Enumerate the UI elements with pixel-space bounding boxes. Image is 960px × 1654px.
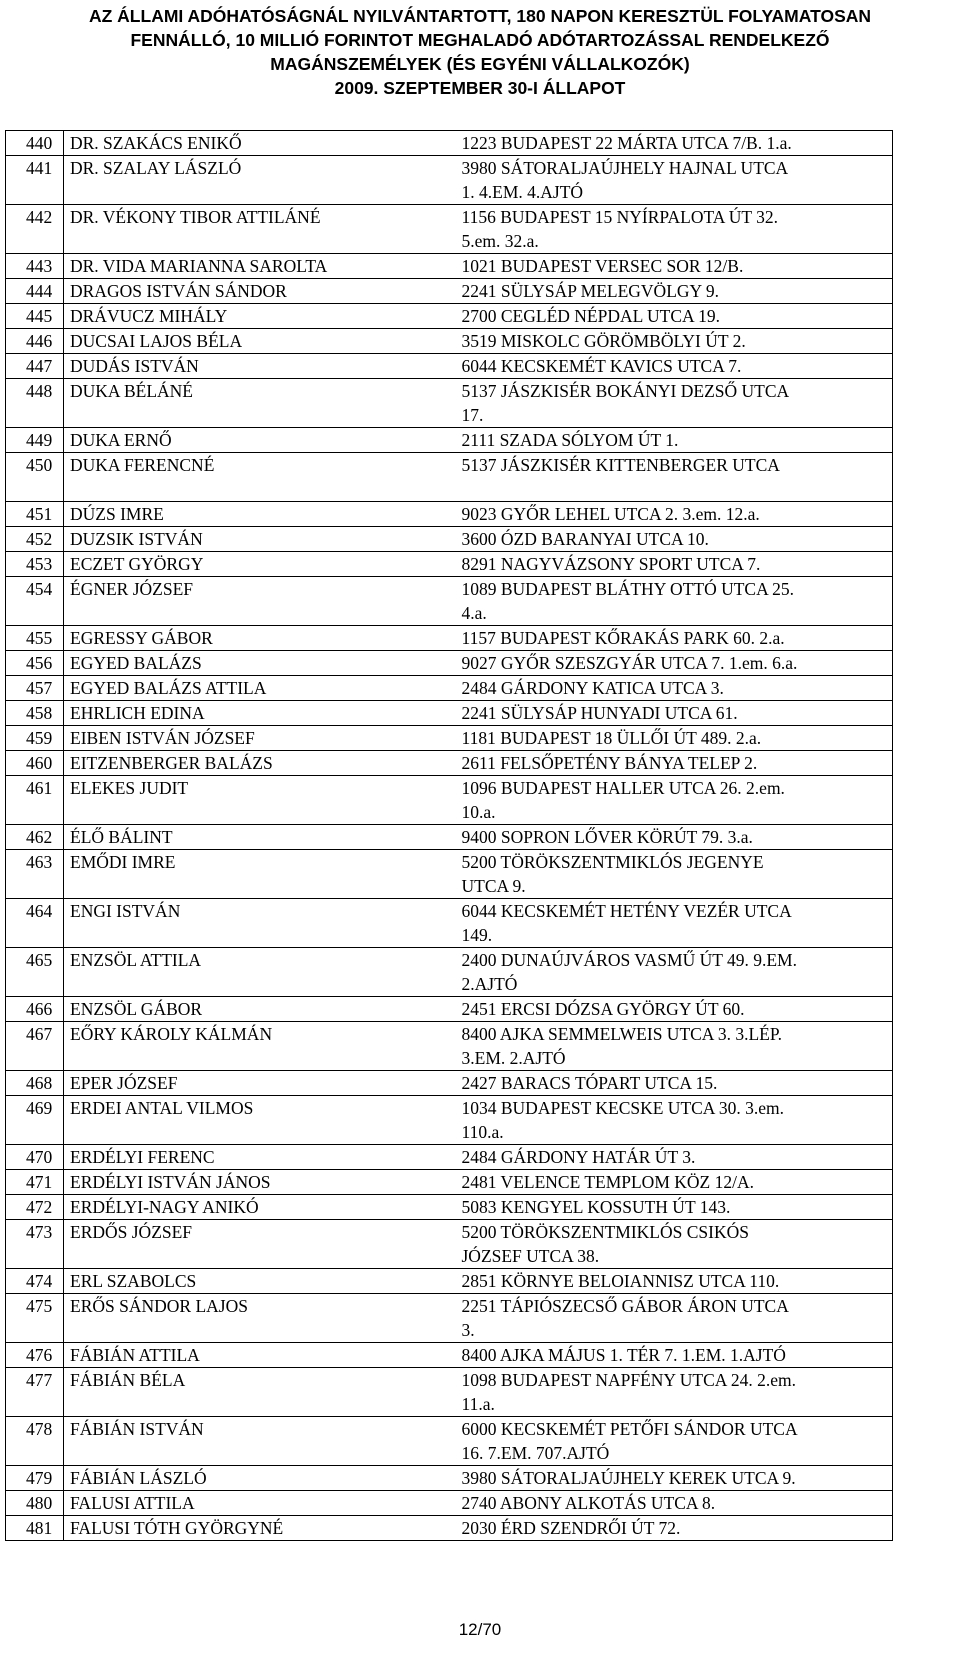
taxpayer-address: [456, 1071, 893, 1096]
row-number: 480: [6, 1491, 64, 1516]
row-number: 473: [6, 1220, 64, 1269]
row-number: 442: [6, 205, 64, 254]
address-line: 2400 DUNAÚJVÁROS VASMŰ ÚT 49. 9.EM.: [461, 950, 797, 970]
address-line: 2700 CEGLÉD NÉPDAL UTCA 19.: [461, 306, 720, 326]
address-line: UTCA 9.: [461, 876, 526, 896]
table-row: [6, 254, 893, 279]
address-line: 2251 TÁPIÓSZECSŐ GÁBOR ÁRON UTCA: [461, 1296, 789, 1316]
taxpayer-address: [456, 626, 893, 651]
address-line: 2030 ÉRD SZENDRŐI ÚT 72.: [461, 1518, 681, 1538]
taxpayer-address: [456, 651, 893, 676]
address-line: [462, 477, 887, 501]
taxpayer-name: ENZSÖL GÁBOR: [64, 997, 456, 1022]
taxpayer-name: DUKA ERNŐ: [64, 428, 456, 453]
row-number: 462: [6, 825, 64, 850]
table-row: [6, 726, 893, 751]
address-line: 2241 SÜLYSÁP MELEGVÖLGY 9.: [461, 281, 720, 301]
taxpayer-name: ERL SZABOLCS: [64, 1269, 456, 1294]
taxpayer-name: DUKA FERENCNÉ: [64, 453, 456, 502]
address-line: 6044 KECSKEMÉT KAVICS UTCA 7.: [461, 356, 742, 376]
page-number: 12/70: [458, 1620, 502, 1639]
table-row: [6, 1220, 893, 1269]
row-number: 461: [6, 776, 64, 825]
table-row: [6, 1269, 893, 1294]
taxpayer-name: EMŐDI IMRE: [64, 850, 456, 899]
taxpayer-name: DRÁVUCZ MIHÁLY: [64, 304, 456, 329]
header-line: 2009. SZEPTEMBER 30-I ÁLLAPOT: [334, 78, 626, 98]
row-number: 477: [6, 1368, 64, 1417]
taxpayer-name: DUCSAI LAJOS BÉLA: [64, 329, 456, 354]
document-header: [0, 4, 960, 100]
taxpayer-name: ÉGNER JÓZSEF: [64, 577, 456, 626]
taxpayer-address: [456, 751, 893, 776]
address-line: 2241 SÜLYSÁP HUNYADI UTCA 61.: [461, 703, 738, 723]
taxpayer-name: EIBEN ISTVÁN JÓZSEF: [64, 726, 456, 751]
table-row: [6, 453, 893, 502]
taxpayer-address: [456, 1491, 893, 1516]
row-number: 448: [6, 379, 64, 428]
address-line: 1156 BUDAPEST 15 NYÍRPALOTA ÚT 32.: [461, 207, 779, 227]
row-number: 454: [6, 577, 64, 626]
table-row: [6, 577, 893, 626]
row-number: 465: [6, 948, 64, 997]
taxpayer-address: [456, 131, 893, 156]
taxpayer-name: FALUSI TÓTH GYÖRGYNÉ: [64, 1516, 456, 1541]
taxpayer-name: ELEKES JUDIT: [64, 776, 456, 825]
taxpayer-name: ERDÉLYI-NAGY ANIKÓ: [64, 1195, 456, 1220]
row-number: 447: [6, 354, 64, 379]
taxpayer-name: ERŐS SÁNDOR LAJOS: [64, 1294, 456, 1343]
row-number: 458: [6, 701, 64, 726]
taxpayer-name: EHRLICH EDINA: [64, 701, 456, 726]
table-row: [6, 825, 893, 850]
table-row: [6, 1145, 893, 1170]
taxpayer-name: ECZET GYÖRGY: [64, 552, 456, 577]
table-row: [6, 1466, 893, 1491]
taxpayer-name: FÁBIÁN ATTILA: [64, 1343, 456, 1368]
address-line: 5200 TÖRÖKSZENTMIKLÓS JEGENYE: [461, 852, 764, 872]
table-row: [6, 651, 893, 676]
address-line: 3.: [461, 1320, 475, 1340]
taxpayer-name: ENZSÖL ATTILA: [64, 948, 456, 997]
row-number: 469: [6, 1096, 64, 1145]
table-row: [6, 701, 893, 726]
table-row: [6, 1343, 893, 1368]
taxpayer-name: ERDŐS JÓZSEF: [64, 1220, 456, 1269]
address-line: 6000 KECSKEMÉT PETŐFI SÁNDOR UTCA: [461, 1419, 798, 1439]
address-line: 10.a.: [461, 802, 496, 822]
taxpayer-name: DR. VIDA MARIANNA SAROLTA: [64, 254, 456, 279]
taxpayer-address: [456, 1343, 893, 1368]
taxpayer-name: ENGI ISTVÁN: [64, 899, 456, 948]
header-line: AZ ÁLLAMI ADÓHATÓSÁGNÁL NYILVÁNTARTOTT, 180 NAPON KERESZTÜL FOLYAMATOSAN: [88, 6, 872, 26]
address-line: 110.a.: [461, 1122, 504, 1142]
address-line: 4.a.: [461, 603, 487, 623]
taxpayer-address: [456, 527, 893, 552]
row-number: 450: [6, 453, 64, 502]
address-line: 5083 KENGYEL KOSSUTH ÚT 143.: [461, 1197, 731, 1217]
taxpayer-address: [456, 354, 893, 379]
taxpayer-name: FÁBIÁN LÁSZLÓ: [64, 1466, 456, 1491]
row-number: 443: [6, 254, 64, 279]
taxpayer-address: [456, 701, 893, 726]
table-row: [6, 552, 893, 577]
taxpayer-name: EITZENBERGER BALÁZS: [64, 751, 456, 776]
row-number: 445: [6, 304, 64, 329]
table-row: [6, 899, 893, 948]
row-number: 467: [6, 1022, 64, 1071]
address-line: 1089 BUDAPEST BLÁTHY OTTÓ UTCA 25.: [461, 579, 795, 599]
address-line: 5.em. 32.a.: [461, 231, 539, 251]
taxpayer-address: [456, 552, 893, 577]
taxpayer-address: [456, 726, 893, 751]
taxpayer-table-body: [6, 131, 893, 1541]
taxpayer-name: ÉLŐ BÁLINT: [64, 825, 456, 850]
taxpayer-address: [456, 279, 893, 304]
taxpayer-name: EGYED BALÁZS: [64, 651, 456, 676]
taxpayer-name: DUKA BÉLÁNÉ: [64, 379, 456, 428]
taxpayer-address: [456, 329, 893, 354]
table-row: [6, 1071, 893, 1096]
taxpayer-name: DÚZS IMRE: [64, 502, 456, 527]
taxpayer-address: [456, 1516, 893, 1541]
row-number: 475: [6, 1294, 64, 1343]
row-number: 478: [6, 1417, 64, 1466]
taxpayer-address: [456, 254, 893, 279]
table-row: [6, 502, 893, 527]
taxpayer-address: [456, 1269, 893, 1294]
address-line: 1. 4.EM. 4.AJTÓ: [461, 182, 584, 202]
taxpayer-name: FALUSI ATTILA: [64, 1491, 456, 1516]
taxpayer-address: [456, 502, 893, 527]
row-number: 457: [6, 676, 64, 701]
address-line: 1157 BUDAPEST KŐRAKÁS PARK 60. 2.a.: [461, 628, 785, 648]
address-line: 17.: [461, 405, 484, 425]
row-number: 451: [6, 502, 64, 527]
address-line: 8400 AJKA MÁJUS 1. TÉR 7. 1.EM. 1.AJTÓ: [461, 1345, 786, 1365]
row-number: 446: [6, 329, 64, 354]
taxpayer-address: [456, 850, 893, 899]
taxpayer-name: DRAGOS ISTVÁN SÁNDOR: [64, 279, 456, 304]
taxpayer-address: [456, 899, 893, 948]
address-line: 149.: [461, 925, 493, 945]
taxpayer-address: [456, 1195, 893, 1220]
address-line: 1096 BUDAPEST HALLER UTCA 26. 2.em.: [461, 778, 785, 798]
row-number: 479: [6, 1466, 64, 1491]
table-row: [6, 1195, 893, 1220]
row-number: 444: [6, 279, 64, 304]
row-number: 452: [6, 527, 64, 552]
row-number: 468: [6, 1071, 64, 1096]
address-line: 3980 SÁTORALJAÚJHELY HAJNAL UTCA: [461, 158, 789, 178]
address-line: 8291 NAGYVÁZSONY SPORT UTCA 7.: [461, 554, 761, 574]
taxpayer-table: [5, 130, 893, 1541]
address-line: 8400 AJKA SEMMELWEIS UTCA 3. 3.LÉP.: [461, 1024, 783, 1044]
row-number: 453: [6, 552, 64, 577]
table-row: [6, 329, 893, 354]
table-row: [6, 1417, 893, 1466]
taxpayer-address: [456, 1294, 893, 1343]
header-line: MAGÁNSZEMÉLYEK (ÉS EGYÉNI VÁLLALKOZÓK): [270, 54, 690, 74]
address-line: 9400 SOPRON LŐVER KÖRÚT 79. 3.a.: [461, 827, 753, 847]
row-number: 463: [6, 850, 64, 899]
table-row: [6, 304, 893, 329]
taxpayer-address: [456, 577, 893, 626]
address-line: 2111 SZADA SÓLYOM ÚT 1.: [461, 430, 679, 450]
row-number: 476: [6, 1343, 64, 1368]
table-row: [6, 1368, 893, 1417]
taxpayer-address: [456, 205, 893, 254]
taxpayer-name: ERDÉLYI ISTVÁN JÁNOS: [64, 1170, 456, 1195]
taxpayer-name: EGRESSY GÁBOR: [64, 626, 456, 651]
taxpayer-address: [456, 304, 893, 329]
taxpayer-address: [456, 1368, 893, 1417]
row-number: 470: [6, 1145, 64, 1170]
taxpayer-name: FÁBIÁN BÉLA: [64, 1368, 456, 1417]
row-number: 466: [6, 997, 64, 1022]
taxpayer-address: [456, 1022, 893, 1071]
table-row: [6, 354, 893, 379]
taxpayer-address: [456, 676, 893, 701]
table-row: [6, 1516, 893, 1541]
taxpayer-name: DR. SZAKÁCS ENIKŐ: [64, 131, 456, 156]
header-line: FENNÁLLÓ, 10 MILLIÓ FORINTOT MEGHALADÓ ADÓTARTOZÁSSAL RENDELKEZŐ: [130, 30, 830, 50]
row-number: 472: [6, 1195, 64, 1220]
address-line: 6044 KECSKEMÉT HETÉNY VEZÉR UTCA: [461, 901, 792, 921]
table-row: [6, 131, 893, 156]
taxpayer-address: [456, 453, 893, 502]
table-row: [6, 527, 893, 552]
taxpayer-name: EPER JÓZSEF: [64, 1071, 456, 1096]
address-line: 1223 BUDAPEST 22 MÁRTA UTCA 7/B. 1.a.: [461, 133, 792, 153]
table-row: [6, 948, 893, 997]
taxpayer-name: EGYED BALÁZS ATTILA: [64, 676, 456, 701]
taxpayer-address: [456, 1417, 893, 1466]
address-line: 3600 ÓZD BARANYAI UTCA 10.: [461, 529, 709, 549]
taxpayer-address: [456, 825, 893, 850]
address-line: 3980 SÁTORALJAÚJHELY KEREK UTCA 9.: [461, 1468, 796, 1488]
table-row: [6, 279, 893, 304]
row-number: 474: [6, 1269, 64, 1294]
address-line: 2451 ERCSI DÓZSA GYÖRGY ÚT 60.: [461, 999, 745, 1019]
table-row: [6, 1170, 893, 1195]
address-line: 9023 GYŐR LEHEL UTCA 2. 3.em. 12.a.: [461, 504, 760, 524]
taxpayer-address: [456, 1096, 893, 1145]
taxpayer-address: [456, 997, 893, 1022]
row-number: 449: [6, 428, 64, 453]
address-line: 3.EM. 2.AJTÓ: [461, 1048, 566, 1068]
address-line: 1181 BUDAPEST 18 ÜLLŐI ÚT 489. 2.a.: [461, 728, 762, 748]
row-number: 464: [6, 899, 64, 948]
address-line: 1021 BUDAPEST VERSEC SOR 12/B.: [461, 256, 744, 276]
table-row: [6, 997, 893, 1022]
table-row: [6, 776, 893, 825]
taxpayer-address: [456, 156, 893, 205]
row-number: 441: [6, 156, 64, 205]
taxpayer-name: DR. VÉKONY TIBOR ATTILÁNÉ: [64, 205, 456, 254]
taxpayer-address: [456, 428, 893, 453]
taxpayer-name: ERDÉLYI FERENC: [64, 1145, 456, 1170]
row-number: 440: [6, 131, 64, 156]
taxpayer-address: [456, 379, 893, 428]
table-row: [6, 428, 893, 453]
row-number: 481: [6, 1516, 64, 1541]
row-number: 455: [6, 626, 64, 651]
row-number: 459: [6, 726, 64, 751]
table-row: [6, 1491, 893, 1516]
address-line: 1034 BUDAPEST KECSKE UTCA 30. 3.em.: [461, 1098, 784, 1118]
address-line: 2.AJTÓ: [461, 974, 518, 994]
address-line: JÓZSEF UTCA 38.: [461, 1246, 600, 1266]
table-row: [6, 1022, 893, 1071]
row-number: 460: [6, 751, 64, 776]
table-row: [6, 205, 893, 254]
taxpayer-address: [456, 1170, 893, 1195]
taxpayer-name: DUDÁS ISTVÁN: [64, 354, 456, 379]
address-line: 16. 7.EM. 707.AJTÓ: [461, 1443, 610, 1463]
address-line: 2481 VELENCE TEMPLOM KÖZ 12/A.: [461, 1172, 754, 1192]
address-line: 5137 JÁSZKISÉR KITTENBERGER UTCA: [461, 455, 780, 475]
address-line: 2484 GÁRDONY HATÁR ÚT 3.: [461, 1147, 696, 1167]
taxpayer-address: [456, 948, 893, 997]
address-line: 2611 FELSŐPETÉNY BÁNYA TELEP 2.: [461, 753, 758, 773]
table-row: [6, 1096, 893, 1145]
table-row: [6, 379, 893, 428]
address-line: 9027 GYŐR SZESZGYÁR UTCA 7. 1.em. 6.a.: [461, 653, 798, 673]
table-row: [6, 751, 893, 776]
table-row: [6, 1294, 893, 1343]
table-row: [6, 850, 893, 899]
table-row: [6, 676, 893, 701]
taxpayer-name: ERDEI ANTAL VILMOS: [64, 1096, 456, 1145]
taxpayer-name: DUZSIK ISTVÁN: [64, 527, 456, 552]
address-line: 3519 MISKOLC GÖRÖMBÖLYI ÚT 2.: [461, 331, 746, 351]
address-line: 11.a.: [461, 1394, 495, 1414]
address-line: 5137 JÁSZKISÉR BOKÁNYI DEZSŐ UTCA: [461, 381, 790, 401]
taxpayer-name: DR. SZALAY LÁSZLÓ: [64, 156, 456, 205]
address-line: 2851 KÖRNYE BELOIANNISZ UTCA 110.: [461, 1271, 780, 1291]
table-row: [6, 626, 893, 651]
taxpayer-name: EŐRY KÁROLY KÁLMÁN: [64, 1022, 456, 1071]
table-row: [6, 156, 893, 205]
address-line: 2427 BARACS TÓPART UTCA 15.: [461, 1073, 718, 1093]
address-line: 2484 GÁRDONY KATICA UTCA 3.: [461, 678, 724, 698]
taxpayer-name: FÁBIÁN ISTVÁN: [64, 1417, 456, 1466]
address-line: 1098 BUDAPEST NAPFÉNY UTCA 24. 2.em.: [461, 1370, 796, 1390]
taxpayer-address: [456, 1466, 893, 1491]
taxpayer-address: [456, 776, 893, 825]
taxpayer-address: [456, 1145, 893, 1170]
address-line: 2740 ABONY ALKOTÁS UTCA 8.: [461, 1493, 716, 1513]
taxpayer-address: [456, 1220, 893, 1269]
row-number: 456: [6, 651, 64, 676]
row-number: 471: [6, 1170, 64, 1195]
address-line: 5200 TÖRÖKSZENTMIKLÓS CSIKÓS: [461, 1222, 749, 1242]
